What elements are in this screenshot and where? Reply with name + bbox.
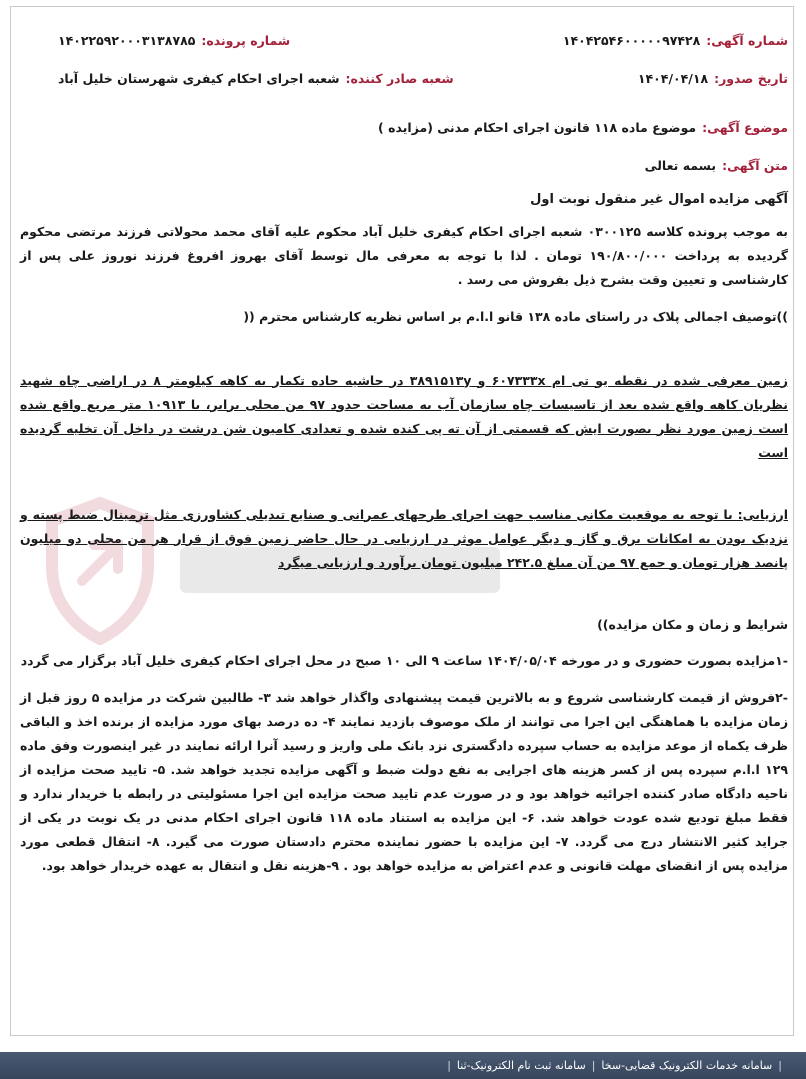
description-heading: ))توصیف اجمالی پلاک در راستای ماده ۱۳۸ قانو ا.ا.م بر اساس نظریه کارشناس محترم ((	[243, 308, 788, 324]
issuer-label: شعبه صادر کننده:	[345, 71, 454, 86]
conditions-heading: شرایط و زمان و مکان مزایده))	[597, 616, 788, 632]
valuation-paragraph: ارزیابی: با توجه به موقعیت مکانی مناسب جهت اجرای طرحهای عمرانی و صنایع تبدیلی کشاورزی مثل ترمینال ضبط پسته و نزدیک بودن به امکانات برق و گاز و دیگر عوامل موثر در ارزیابی در حال حاضر زمین فوق از قرار هر من محلی دو میلیون پانصد هزار تومان و جمع ۹۷ من آن مبلغ ۲۴۲.۵ میلیون تومان برآورد و ارزیابی میگرد	[20, 506, 788, 570]
body-opening: بسمه تعالی	[644, 158, 717, 173]
issuer	[58, 67, 454, 91]
footer-separator: |	[778, 1059, 782, 1072]
land-description: زمین معرفی شده در نقطه یو تی ام ۶۰۷۳۳۳x و ۳۸۹۱۵۱۳y در حاشیه جاده تکمار به کاهه کیلومتر ۸ در اراضی چاه شهید نظریان کاهه واقع شده بعد از تاسیسات چاه سازمان آب به مساحت حدود ۹۷ من محلی برابر، با ۱۰۹۱۳ متر مربع واقع شده است زمین مورد نظر بصورت ایش که قسمتی از آن ته پی کنده شده و تعدادی کامیون شن درشت در داخل آن تخلیه گردیده است	[20, 372, 788, 460]
issuer-value: شعبه اجرای احکام کیفری شهرستان خلیل آباد	[58, 71, 340, 86]
ad-title: آگهی مزایده اموال غیر منقول نوبت اول	[530, 192, 788, 207]
conditions-rest: -۲فروش از قیمت کارشناسی شروع و به بالاترین قیمت پیشنهادی واگذار خواهد شد ۳- طالبین شرکت در مزایده ۵ روز قبل از زمان مزایده با هماهنگی این اجرا می توانند از ملک موصوف بازدید نمایند ۴- ده درصد بهای مورد مزایده از برنده اخذ و الباقی ظرف یکماه از موعد مزایده به حساب سپرده دادگستری نزد بانک ملی واریز و رسید آنرا ارائه نمایند در غیر اینصورت وفق ماده ۱۲۹ ا.ا.م سپرده پس از کسر هزینه های اجرایی به نفع دولت ضبط و آگهی مزایده تجدید خواهد شد. ۵- تایید صحت مزایده از ناحیه دادگاه صادر کننده اجرائیه خواهد بود و در صورت عدم تایید صحت مزایده این اجرا مسئولیتی در رابطه با خریدار ندارد و فقط مبلغ تودیع شده عودت خواهد شد. ۶- این مزایده به استناد ماده ۱۱۸ قانون اجرای احکام مدنی در یک نوبت در یکی از جراید کثیر الانتشار درج می گردد. ۷- این مزایده با حضور نماینده محترم دادستان صورت می گیرد. ۸- انتقال قطعی مورد مزایده پس از انقضای مهلت قانونی و عدم اعتراض به مزایده خواهد بود . ۹-هزینه نقل و انتقال به عهده خریدار خواهد بود.	[20, 689, 789, 873]
subject	[20, 116, 788, 140]
condition-1: -۱مزایده بصورت حضوری و در مورخه ۱۴۰۴/۰۵/۰۴ ساعت ۹ الی ۱۰ صبح در محل اجرای احکام کیفری خلیل آباد برگزار می گردد	[20, 653, 788, 668]
footer-link-sakha[interactable]: سامانه خدمات الکترونیک قضایی-سخا	[601, 1059, 773, 1072]
footer-separator: |	[447, 1059, 451, 1072]
footer-link-sana[interactable]: سامانه ثبت نام الکترونیک-ثنا	[456, 1059, 586, 1072]
body-label: متن آگهی:	[722, 158, 788, 173]
case-number	[58, 29, 290, 53]
ad-number-value: ۱۴۰۴۲۵۴۶۰۰۰۰۰۹۷۴۲۸	[562, 33, 701, 48]
subject-value: موضوع ماده ۱۱۸ قانون اجرای احکام مدنی (مزایده )	[378, 120, 697, 135]
issue-date-value: ۱۴۰۴/۰۴/۱۸	[637, 71, 709, 86]
footer-separator: |	[591, 1059, 596, 1072]
footer-bar	[0, 1052, 806, 1079]
ad-number-label: شماره آگهی:	[706, 33, 788, 48]
ad-number	[563, 29, 788, 53]
issue-date-label: تاریخ صدور:	[714, 71, 788, 86]
body-header	[20, 154, 788, 178]
case-number-value: ۱۴۰۲۲۵۹۲۰۰۰۳۱۳۸۷۸۵	[58, 33, 196, 48]
ad-content	[20, 26, 788, 890]
header-row-1	[20, 26, 788, 56]
case-number-label: شماره پرونده:	[201, 33, 291, 48]
header-row-2	[20, 64, 788, 94]
issue-date	[638, 67, 788, 91]
subject-label: موضوع آگهی:	[702, 120, 788, 135]
intro-paragraph: به موجب پرونده کلاسه ۰۳۰۰۱۲۵ شعبه اجرای احکام کیفری خلیل آباد محکوم علیه آقای محمد محولاتی فرزند مرتضی محکوم گردیده به پرداخت ۱۹۰/۸۰۰/۰۰۰ تومان . لذا با توجه به معرفی مال توسط آقای بهروز افروغ فرزند نوروز علی پس از کارشناسی و تعیین وقت بشرح ذیل بفروش می رسد .	[20, 224, 789, 287]
